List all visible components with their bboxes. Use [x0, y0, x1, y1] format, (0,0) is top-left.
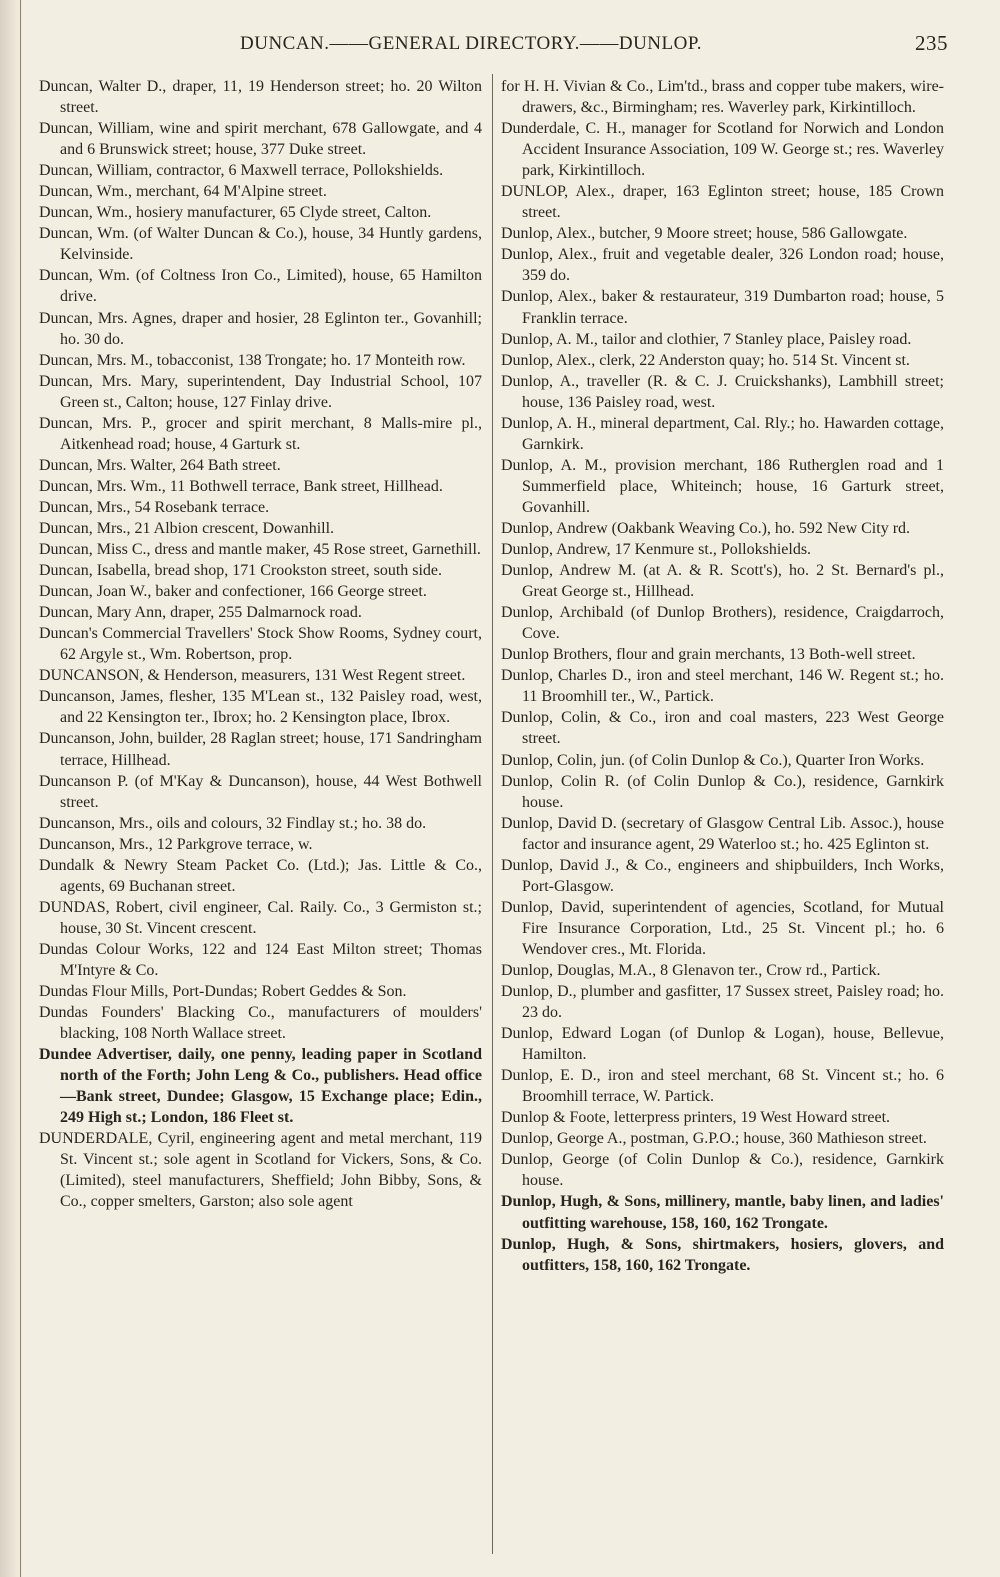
directory-entry: Duncan, William, contractor, 6 Maxwell terrace, Pollokshields.	[39, 162, 444, 180]
page-number: 235	[915, 31, 948, 55]
directory-entry: Duncan, Wm., hosiery manufacturer, 65 Clyde street, Calton.	[39, 204, 432, 222]
directory-entry: Duncan, Wm., merchant, 64 M'Alpine street.	[39, 183, 327, 201]
directory-entry: Dunlop, A. H., mineral department, Cal. Rly.; ho. Hawarden cottage, Garnkirk.	[501, 414, 944, 453]
directory-entry: Dunlop, Alex., fruit and vegetable dealer, 326 London road; house, 359 do.	[501, 246, 944, 285]
directory-entry: Dundas Flour Mills, Port-Dundas; Robert Geddes & Son.	[39, 983, 407, 1001]
directory-entry: Dundas Colour Works, 122 and 124 East Milton street; Thomas M'Intyre & Co.	[39, 940, 482, 979]
directory-entry: Duncan's Commercial Travellers' Stock Show Rooms, Sydney court, 62 Argyle st., Wm. Robertson, prop.	[39, 625, 482, 664]
directory-entry: Duncan, Miss C., dress and mantle maker, 45 Rose street, Garnethill.	[39, 541, 481, 559]
directory-entry: Dunderdale, C. H., manager for Scotland for Norwich and London Accident Insurance Association, 109 W. George st.; res. Waverley park, Kirkintilloch.	[501, 120, 944, 180]
directory-entry: DUNDAS, Robert, civil engineer, Cal. Raily. Co., 3 Germiston st.; house, 30 St. Vincent crescent.	[39, 898, 482, 937]
directory-entry: Dunlop, A. M., provision merchant, 186 Rutherglen road and 1 Summerfield place, Whiteinch; house, 16 Garturk street, Govanhill.	[501, 456, 944, 516]
directory-entry: Dunlop, David D. (secretary of Glasgow Central Lib. Assoc.), house factor and insurance agent, 29 Waterloo st.; ho. 425 Eglinton st.	[501, 814, 944, 853]
directory-entry: Duncanson, John, builder, 28 Raglan street; house, 171 Sandringham terrace, Hillhead.	[39, 730, 482, 769]
directory-entry: Dunlop, Douglas, M.A., 8 Glenavon ter., Crow rd., Partick.	[501, 961, 881, 979]
directory-entry: Duncan, Mrs., 21 Albion crescent, Dowanhill.	[39, 519, 335, 537]
directory-entry: Duncan, William, wine and spirit merchant, 678 Gallowgate, and 4 and 6 Brunswick street; house, 377 Duke street.	[39, 120, 482, 159]
directory-entry: Duncan, Mrs. Wm., 11 Bothwell terrace, Bank street, Hillhead.	[39, 477, 443, 495]
directory-entry: Duncanson, Mrs., 12 Parkgrove terrace, w.	[39, 835, 313, 853]
page-header	[0, 33, 1000, 63]
directory-entry: Duncan, Mrs. M., tobacconist, 138 Trongate; ho. 17 Monteith row.	[39, 351, 466, 369]
directory-entry: Dunlop, David, superintendent of agencies, Scotland, for Mutual Fire Insurance Corporation, Ltd., 25 St. Vincent pl.; ho. 6 Wendover cres., Mt. Florida.	[501, 898, 944, 958]
directory-entry: Dunlop, A. M., tailor and clothier, 7 Stanley place, Paisley road.	[501, 330, 912, 348]
directory-entry: Duncan, Wm. (of Walter Duncan & Co.), house, 34 Huntly gardens, Kelvinside.	[39, 225, 482, 264]
directory-entry: Dunlop, David J., & Co., engineers and shipbuilders, Inch Works, Port-Glasgow.	[501, 856, 944, 895]
directory-entry: Dunlop, Colin R. (of Colin Dunlop & Co.), residence, Garnkirk house.	[501, 772, 944, 811]
directory-entry: Dundas Founders' Blacking Co., manufacturers of moulders' blacking, 108 North Wallace street.	[39, 1004, 482, 1043]
directory-entry: Duncanson, Mrs., oils and colours, 32 Findlay st.; ho. 38 do.	[39, 814, 427, 832]
directory-entry: Duncan, Mrs. Mary, superintendent, Day Industrial School, 107 Green st., Calton; house, 127 Finlay drive.	[39, 372, 482, 411]
directory-entry: Dunlop, Hugh, & Sons, millinery, mantle, baby linen, and ladies' outfitting warehouse, 158, 160, 162 Trongate.	[501, 1193, 944, 1232]
directory-entry: Dunlop, Andrew M. (at A. & R. Scott's), ho. 2 St. Bernard's pl., Great George st., Hillhead.	[501, 562, 944, 601]
directory-entry: Dunlop, Colin, & Co., iron and coal masters, 223 West George street.	[501, 709, 944, 748]
running-head: DUNCAN.——GENERAL DIRECTORY.——DUNLOP.	[240, 33, 703, 54]
directory-entry: Dundee Advertiser, daily, one penny, leading paper in Scotland north of the Forth; John Leng & Co., publishers. Head office—Bank street, Dundee; Glasgow, 15 Exchange place; Edin., 249 High st.; London, 186 Fleet st.	[39, 1046, 482, 1127]
right-column	[501, 76, 944, 1276]
directory-entry: Dunlop, Alex., clerk, 22 Anderston quay; ho. 514 St. Vincent st.	[501, 351, 910, 369]
directory-entry: for H. H. Vivian & Co., Lim'td., brass and copper tube makers, wire-drawers, &c., Birmingham; res. Waverley park, Kirkintilloch.	[501, 78, 944, 117]
directory-entry: DUNDERDALE, Cyril, engineering agent and metal merchant, 119 St. Vincent st.; sole agent in Scotland for Vickers, Sons, & Co. (Limited), steel manufacturers, Sheffield; John Bibby, Sons, & Co., copper smelters, Garston; also sole agent	[39, 1130, 482, 1211]
gutter-rule	[20, 0, 21, 1577]
directory-entry: Dunlop, A., traveller (R. & C. J. Cruickshanks), Lambhill street; house, 136 Paisley road, west.	[501, 372, 944, 411]
directory-entry: Dunlop, Andrew, 17 Kenmure st., Pollokshields.	[501, 541, 812, 559]
directory-entry: Dunlop Brothers, flour and grain merchants, 13 Both-well street.	[501, 646, 916, 664]
directory-entry: Dunlop, Colin, jun. (of Colin Dunlop & Co.), Quarter Iron Works.	[501, 751, 925, 769]
directory-entry: Dunlop, George (of Colin Dunlop & Co.), residence, Garnkirk house.	[501, 1151, 944, 1190]
directory-entry: Dunlop, Alex., butcher, 9 Moore street; house, 586 Gallowgate.	[501, 225, 908, 243]
directory-entry: Dunlop, Hugh, & Sons, shirtmakers, hosiers, glovers, and outfitters, 158, 160, 162 Trongate.	[501, 1235, 944, 1274]
directory-entry: Dundalk & Newry Steam Packet Co. (Ltd.); Jas. Little & Co., agents, 69 Buchanan street.	[39, 856, 482, 895]
directory-entry: Duncan, Mary Ann, draper, 255 Dalmarnock road.	[39, 604, 362, 622]
directory-entry: Dunlop & Foote, letterpress printers, 19 West Howard street.	[501, 1109, 891, 1127]
directory-entry: Duncan, Mrs. P., grocer and spirit merchant, 8 Malls-mire pl., Aitkenhead road; house, 4 Garturk st.	[39, 414, 482, 453]
directory-entry: DUNLOP, Alex., draper, 163 Eglinton street; house, 185 Crown street.	[501, 183, 944, 222]
directory-entry: Dunlop, D., plumber and gasfitter, 17 Sussex street, Paisley road; ho. 23 do.	[501, 983, 944, 1022]
directory-entry: Duncan, Joan W., baker and confectioner, 166 George street.	[39, 583, 427, 601]
directory-entry: Dunlop, Andrew (Oakbank Weaving Co.), ho. 592 New City rd.	[501, 519, 911, 537]
directory-entry: Duncan, Mrs., 54 Rosebank terrace.	[39, 498, 270, 516]
directory-entry: Dunlop, Edward Logan (of Dunlop & Logan), house, Bellevue, Hamilton.	[501, 1025, 944, 1064]
directory-entry: Duncan, Wm. (of Coltness Iron Co., Limited), house, 65 Hamilton drive.	[39, 267, 482, 306]
directory-entry: Duncan, Walter D., draper, 11, 19 Henderson street; ho. 20 Wilton street.	[39, 78, 482, 117]
directory-entry: Dunlop, George A., postman, G.P.O.; house, 360 Mathieson street.	[501, 1130, 927, 1148]
directory-entry: Duncan, Mrs. Walter, 264 Bath street.	[39, 456, 281, 474]
directory-entry: Duncanson, James, flesher, 135 M'Lean st., 132 Paisley road, west, and 22 Kensington ter., Ibrox; ho. 2 Kensington place, Ibrox.	[39, 688, 482, 727]
column-divider	[492, 74, 493, 1554]
directory-entry: Dunlop, Alex., baker & restaurateur, 319 Dumbarton road; house, 5 Franklin terrace.	[501, 288, 944, 327]
directory-entry: Duncan, Mrs. Agnes, draper and hosier, 28 Eglinton ter., Govanhill; ho. 30 do.	[39, 309, 482, 348]
directory-entry: Duncanson P. (of M'Kay & Duncanson), house, 44 West Bothwell street.	[39, 772, 482, 811]
directory-entry: DUNCANSON, & Henderson, measurers, 131 West Regent street.	[39, 667, 466, 685]
directory-entry: Dunlop, Archibald (of Dunlop Brothers), residence, Craigdarroch, Cove.	[501, 604, 944, 643]
directory-entry: Dunlop, E. D., iron and steel merchant, 68 St. Vincent st.; ho. 6 Broomhill terrace, W. Partick.	[501, 1067, 944, 1106]
left-column	[39, 76, 482, 1213]
directory-entry: Duncan, Isabella, bread shop, 171 Crookston street, south side.	[39, 562, 443, 580]
directory-entry: Dunlop, Charles D., iron and steel merchant, 146 W. Regent st.; ho. 11 Broomhill ter., W., Partick.	[501, 667, 944, 706]
